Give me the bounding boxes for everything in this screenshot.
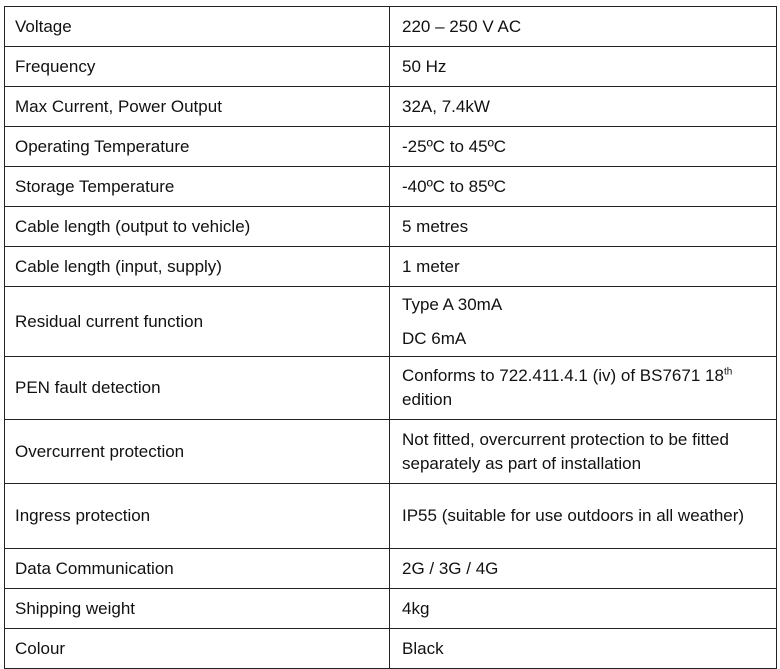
row-label: Data Communication [5,549,390,589]
row-label: Shipping weight [5,589,390,629]
row-label: PEN fault detection [5,357,390,420]
table-row-shipping-weight [5,589,777,629]
table-row-cable-input [5,247,777,287]
table-row-voltage [5,7,777,47]
specifications-table [4,6,777,669]
row-label: Voltage [5,7,390,47]
row-value: -40ºC to 85ºC [390,167,777,207]
row-label: Ingress protection [5,484,390,549]
table-row-ingress [5,484,777,549]
row-value: 4kg [390,589,777,629]
row-value: -25ºC to 45ºC [390,127,777,167]
row-value-main: Conforms to 722.411.4.1 (iv) of BS7671 18 [402,366,724,385]
row-value: Not fitted, overcurrent protection to be fitted separately as part of installation [390,420,777,484]
table-row-residual-current [5,287,777,357]
table-row-cable-output [5,207,777,247]
row-value-line: Type A 30mA [402,294,503,314]
row-label: Frequency [5,47,390,87]
row-value: 1 meter [390,247,777,287]
table-row-data-communication [5,549,777,589]
row-value: 50 Hz [390,47,777,87]
table-row-colour [5,629,777,669]
row-value: Black [390,629,777,669]
row-label: Overcurrent protection [5,420,390,484]
row-value: 220 – 250 V AC [390,7,777,47]
table-row-storage-temperature [5,167,777,207]
table-row-frequency [5,47,777,87]
row-label: Colour [5,629,390,669]
row-label: Cable length (input, supply) [5,247,390,287]
row-value [390,357,777,420]
row-value: IP55 (suitable for use outdoors in all weather) [390,484,777,549]
table-row-max-current [5,87,777,127]
table-row-pen-fault [5,357,777,420]
row-value: 32A, 7.4kW [390,87,777,127]
table-row-operating-temperature [5,127,777,167]
row-value-tail: edition [402,390,453,409]
row-value: 2G / 3G / 4G [390,549,777,589]
row-label: Max Current, Power Output [5,87,390,127]
row-label: Residual current function [5,287,390,357]
row-value-line: DC 6mA [402,328,467,348]
row-label: Storage Temperature [5,167,390,207]
row-label: Cable length (output to vehicle) [5,207,390,247]
row-value [390,287,777,357]
row-label: Operating Temperature [5,127,390,167]
row-value: 5 metres [390,207,777,247]
row-value-superscript: th [723,366,733,378]
table-row-overcurrent [5,420,777,484]
